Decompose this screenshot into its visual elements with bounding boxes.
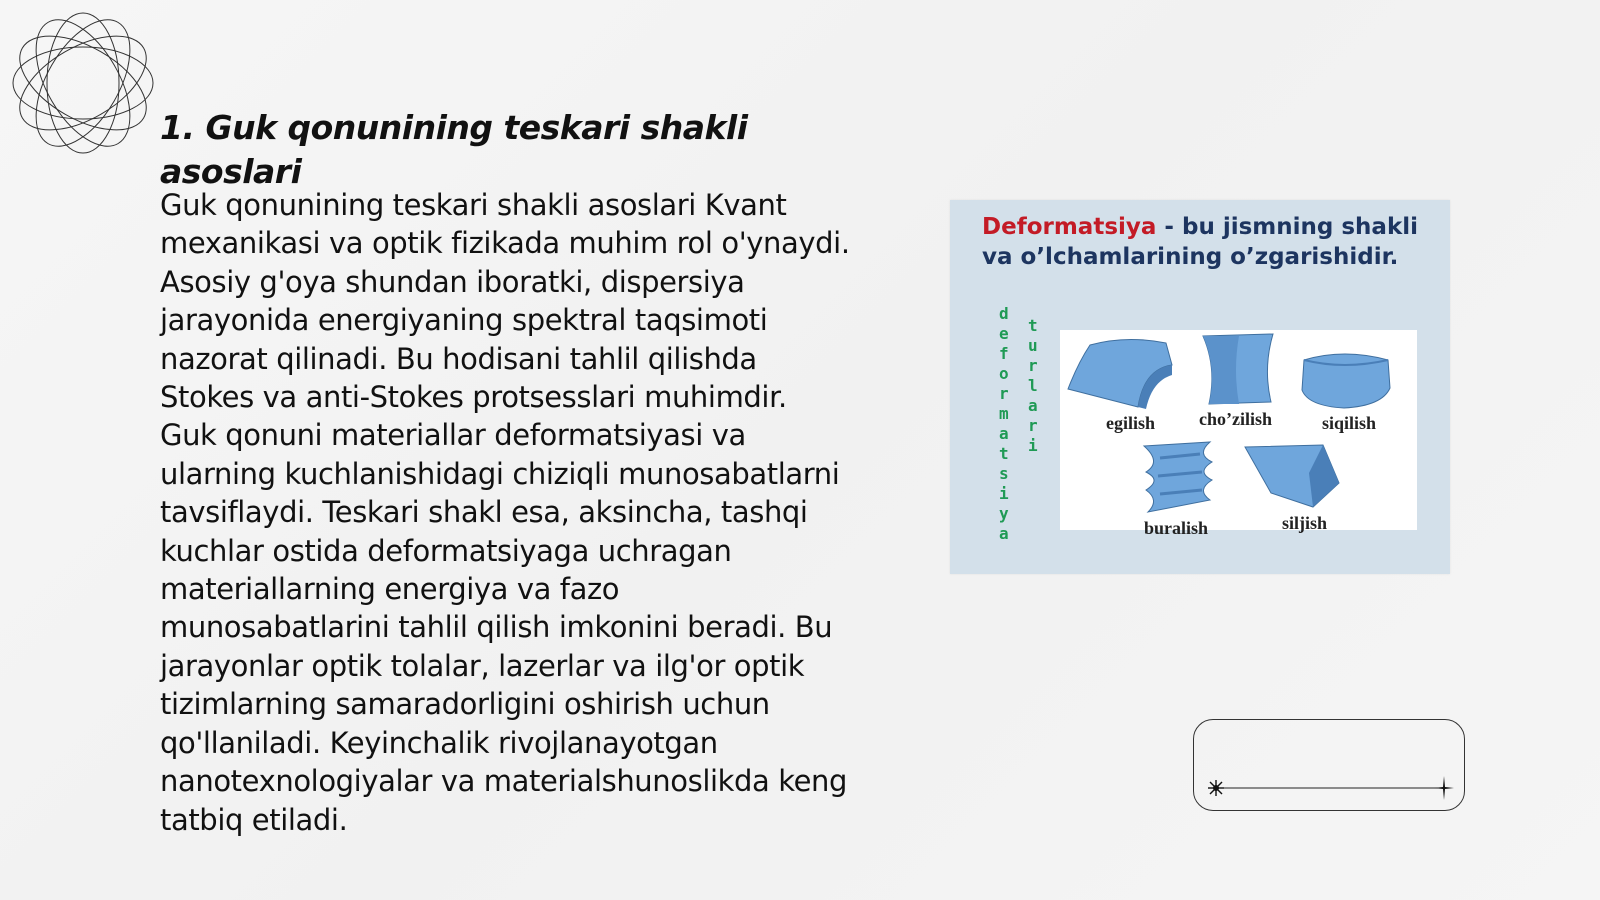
vertical-letter: a: [999, 424, 1009, 443]
shapes-panel: [1060, 330, 1417, 538]
vertical-letter: u: [1028, 336, 1038, 355]
vertical-letter: e: [999, 324, 1009, 343]
vertical-label-deformatsiya: [999, 304, 1009, 544]
compression-shape-icon: [1298, 350, 1394, 412]
label-egilish: egilish: [1106, 413, 1156, 433]
label-chozilish: cho’zilish: [1199, 409, 1273, 429]
vertical-letter: t: [999, 444, 1009, 463]
vertical-label-turlari: [1028, 316, 1038, 456]
vertical-letter: o: [999, 364, 1009, 383]
stretching-shape-icon: [1199, 332, 1279, 408]
figure-heading-term: Deformatsiya: [982, 214, 1157, 240]
slide-body-text: Guk qonunining teskari shakli asoslari Kvant mexanikasi va optik fizikada muhim rol o'ynaydi. Asosiy g'oya shundan iboratki, dispersiya jarayonida energiyaning spektral taqsimoti nazorat qilinadi. Bu hodisani tahlil qilishda Stokes va anti-Stokes protsesslari muhimdir. Guk qonuni materiallar deformatsiyasi va ularning kuchlanishidagi chiziqli munosabatlarni tavsiflaydi. Teskari shakl esa, aksincha, tashqi kuchlar ostida deformatsiyaga uchragan materiallarning energiya va fazo munosabatlarini tahlil qilish imkonini beradi. Bu jarayonlar optik tolalar, lazerlar va ilg'or optik tizimlarning samaradorligini oshirish uchun qo'llaniladi. Keyinchalik rivojlanayotgan nanotexnologiyalar va materialshunoslikda keng tatbiq etiladi.: [160, 188, 850, 837]
vertical-letter: t: [1028, 316, 1038, 335]
bending-shape-icon: [1066, 335, 1178, 411]
figure-heading: [982, 212, 1422, 272]
sparkle-icon: [1207, 779, 1225, 797]
vertical-letter: i: [999, 484, 1009, 503]
rosette-decoration-icon: [8, 8, 158, 158]
vertical-letter: a: [1028, 396, 1038, 415]
plus-icon: [1432, 775, 1456, 801]
vertical-letter: s: [999, 464, 1009, 483]
vertical-letter: r: [999, 384, 1009, 403]
shear-shape-icon: [1243, 443, 1343, 511]
vertical-letter: d: [999, 304, 1009, 323]
vertical-letter: r: [1028, 356, 1038, 375]
vertical-letter: a: [999, 524, 1009, 543]
decorative-rounded-frame: [1193, 719, 1465, 811]
label-siqilish: siqilish: [1322, 413, 1377, 433]
vertical-letter: i: [1028, 436, 1038, 455]
label-buralish: buralish: [1144, 518, 1209, 538]
deformation-figure: [950, 200, 1450, 574]
vertical-letter: y: [999, 504, 1009, 523]
vertical-letter: l: [1028, 376, 1038, 395]
label-siljish: siljish: [1282, 513, 1328, 533]
vertical-letter: r: [1028, 416, 1038, 435]
vertical-letter: m: [999, 404, 1009, 423]
vertical-letter: f: [999, 344, 1009, 363]
slide-title: 1. Guk qonunining teskari shakli asoslari: [160, 108, 748, 191]
figure-heading-rest: - bu jismning shakli va o’lchamlarining o’zgarishidir.: [982, 214, 1419, 270]
twisting-shape-icon: [1140, 440, 1216, 514]
